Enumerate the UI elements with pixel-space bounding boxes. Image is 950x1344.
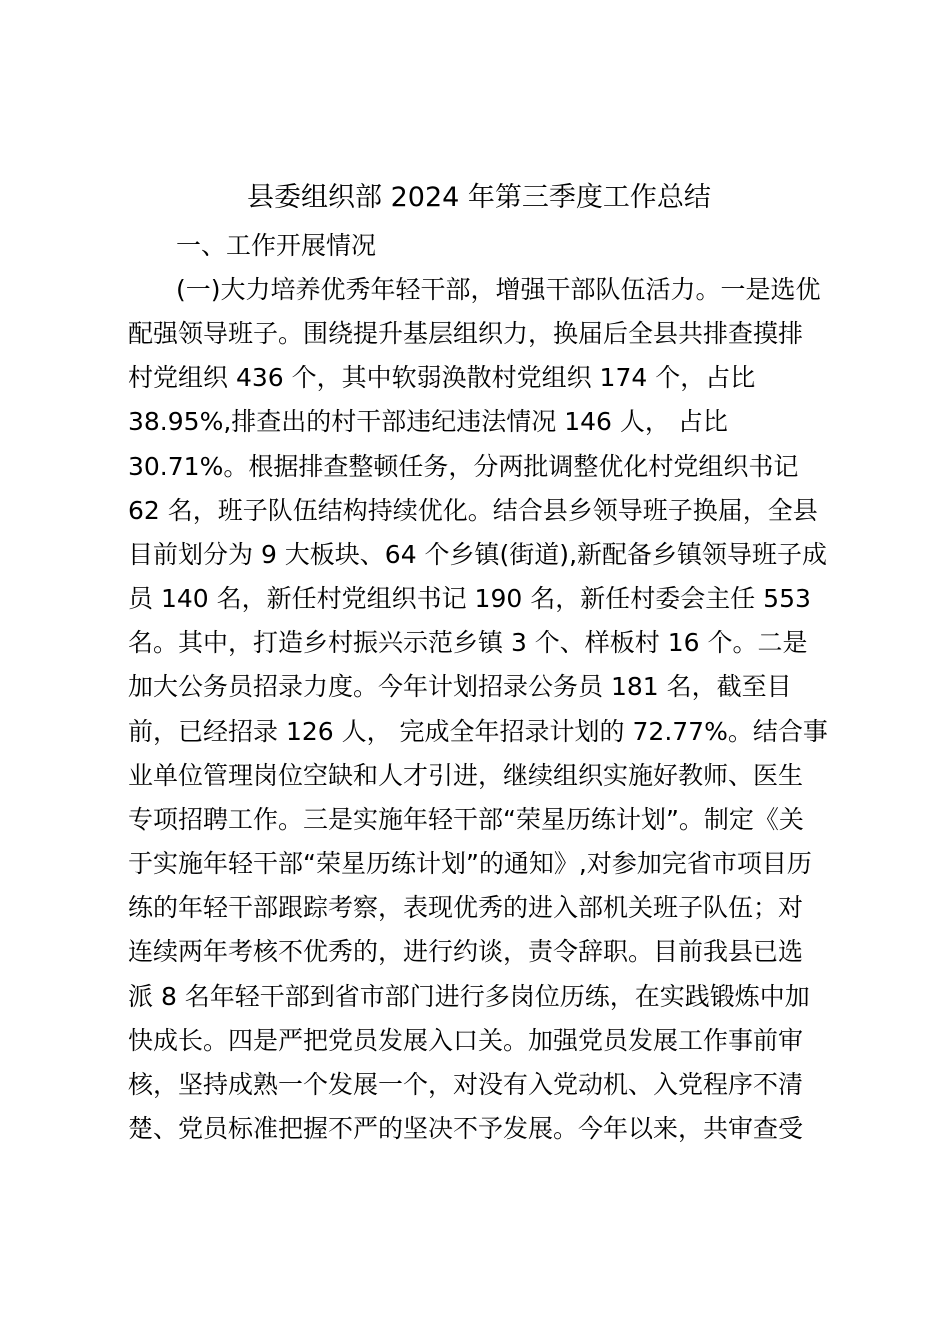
body-line: 专项招聘工作。三是实施年轻干部“荣星历练计划”。制定《关	[128, 804, 804, 834]
body-line: 业单位管理岗位空缺和人才引进，继续组织实施好教师、医生	[128, 760, 804, 790]
body-line: 员 140 名，新任村党组织书记 190 名，新任村委会主任 553	[128, 584, 811, 614]
body-line: 村党组织 436 个，其中软弱涣散村党组织 174 个，占比	[128, 363, 756, 393]
document-title: 县委组织部 2024 年第三季度工作总结	[247, 182, 711, 213]
body-line: 62 名，班子队伍结构持续优化。结合县乡领导班子换届，全县	[128, 495, 818, 525]
body-line: 名。其中，打造乡村振兴示范乡镇 3 个、样板村 16 个。二是	[128, 628, 808, 658]
body-line: 目前划分为 9 大板块、64 个乡镇(街道),新配备乡镇领导班子成	[128, 539, 828, 569]
body-line: 前，已经招录 126 人， 完成全年招录计划的 72.77%。结合事	[128, 716, 828, 746]
body-line: 练的年轻干部跟踪考察，表现优秀的进入部机关班子队伍；对	[128, 893, 804, 923]
body-text	[128, 268, 848, 1151]
body-line: 于实施年轻干部“荣星历练计划”的通知》,对参加完省市项目历	[128, 849, 812, 879]
body-line: 30.71%。根据排查整顿任务，分两批调整优化村党组织书记	[128, 451, 799, 481]
body-line: 核，坚持成熟一个发展一个，对没有入党动机、入党程序不清	[128, 1069, 804, 1099]
body-line: 连续两年考核不优秀的，进行约谈，责令辞职。目前我县已选	[128, 937, 804, 967]
body-line: 38.95%,排查出的村干部违纪违法情况 146 人， 占比	[128, 407, 728, 437]
body-line: 快成长。四是严把党员发展入口关。加强党员发展工作事前审	[128, 1025, 804, 1055]
section-heading: 一、工作开展情况	[176, 231, 377, 260]
body-line: 楚、党员标准把握不严的坚决不予发展。今年以来，共审查受	[128, 1113, 804, 1143]
body-line: 加大公务员招录力度。今年计划招录公务员 181 名，截至目	[128, 672, 792, 702]
body-line: 派 8 名年轻干部到省市部门进行多岗位历练，在实践锻炼中加	[128, 981, 810, 1011]
body-line: 配强领导班子。围绕提升基层组织力，换届后全县共排查摸排	[128, 319, 804, 349]
body-line: (一)大力培养优秀年轻干部，增强干部队伍活力。一是选优	[176, 275, 821, 304]
